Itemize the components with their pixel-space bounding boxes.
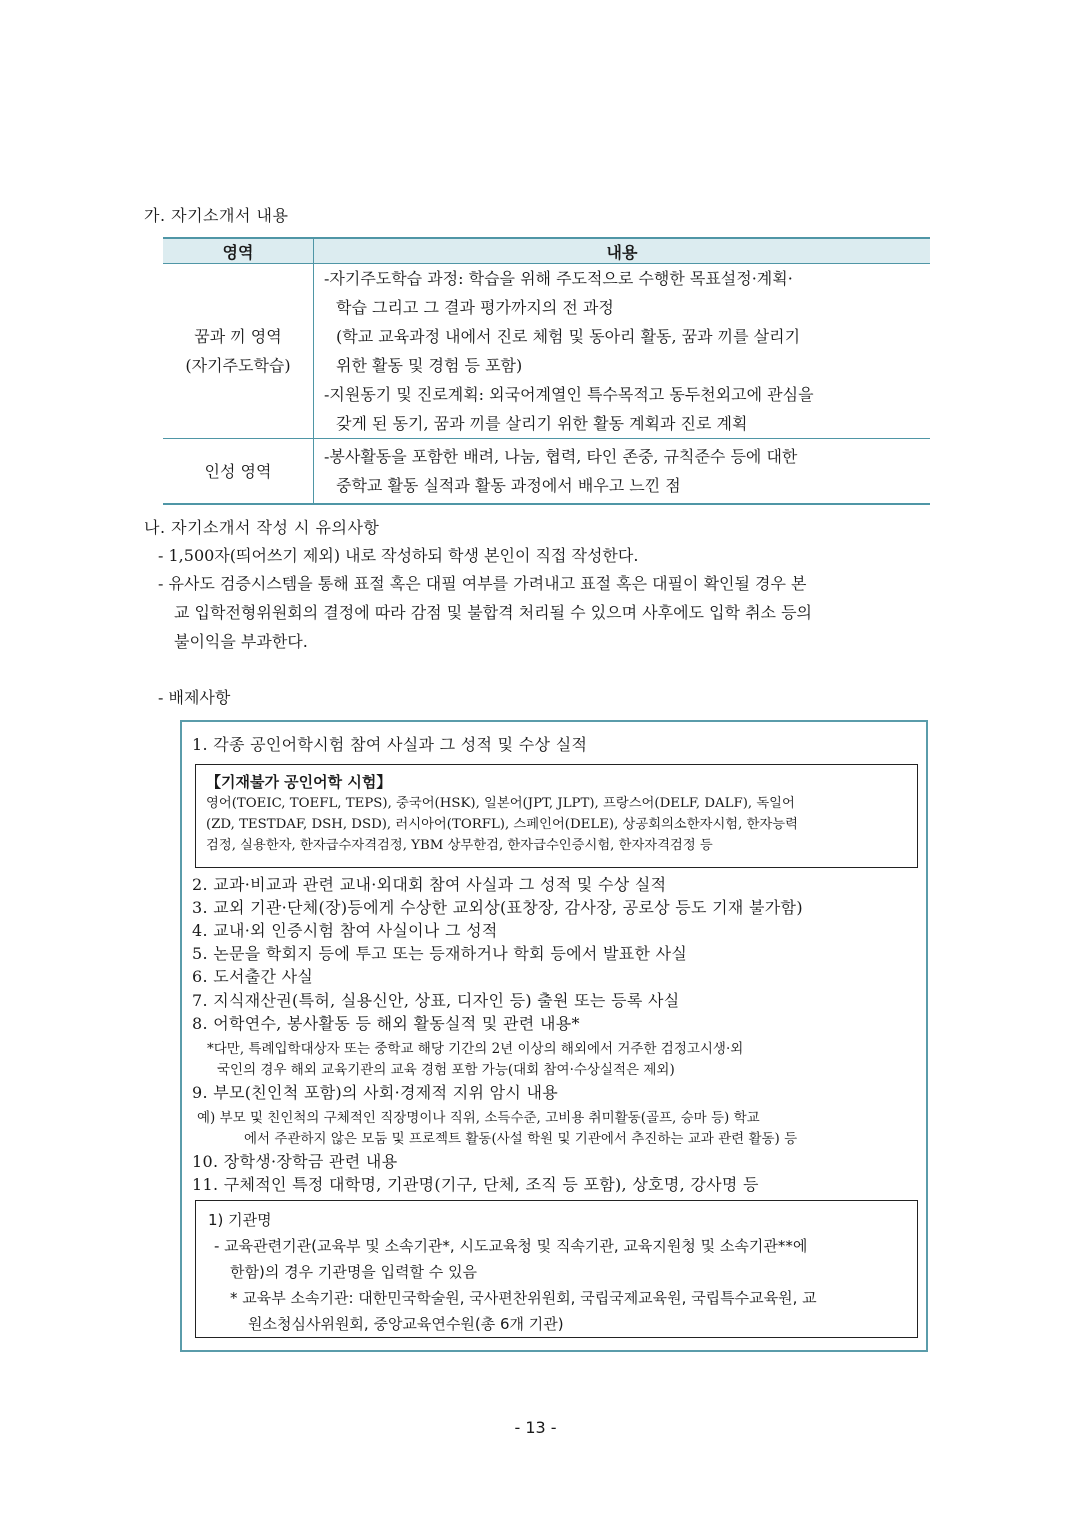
writing-note-2-line: 교 입학전형위원회의 결정에 따라 감점 및 불합격 처리될 수 있으며 사후에도 입학 취소 등의 xyxy=(174,603,812,622)
exclusion-item: 5. 논문을 학회지 등에 투고 또는 등재하거나 학회 등에서 발표한 사실 xyxy=(192,944,688,963)
institution-box-line: * 교육부 소속기관: 대한민국학술원, 국사편찬위원회, 국립국제교육원, 국립특수교육원, 교 xyxy=(230,1289,817,1307)
exclusion-item: 7. 지식재산권(특허, 실용신안, 상표, 디자인 등) 출원 또는 등록 사실 xyxy=(192,991,680,1010)
content-line: -지원동기 및 진로계획: 외국어계열인 특수목적고 동두천외고에 관심을 xyxy=(324,385,814,404)
area-cell xyxy=(163,264,314,439)
exclusion-item: 8. 어학연수, 봉사활동 등 해외 활동실적 및 관련 내용* xyxy=(192,1014,580,1033)
content-line: 중학교 활동 실적과 활동 과정에서 배우고 느낀 점 xyxy=(336,476,681,495)
language-test-line: 검정, 실용한자, 한자급수자격검정, YBM 상무한검, 한자급수인증시험, 한자자격검정 등 xyxy=(206,838,713,853)
exclusion-note: *다만, 특례입학대상자 또는 중학교 해당 기간의 2년 이상의 해외에서 거주한 검정고시생·외 xyxy=(207,1041,744,1057)
exclusion-item: 1. 각종 공인어학시험 참여 사실과 그 성적 및 수상 실적 xyxy=(192,735,588,754)
exclusion-item: 9. 부모(친인척 포함)의 사회·경제적 지위 암시 내용 xyxy=(192,1083,559,1102)
area-sublabel: (자기주도학습) xyxy=(185,356,291,375)
exclusion-item: 10. 장학생·장학금 관련 내용 xyxy=(192,1152,398,1171)
content-line: -봉사활동을 포함한 배려, 나눔, 협력, 타인 존중, 규칙준수 등에 대한 xyxy=(324,447,798,466)
header-area: 영역 xyxy=(163,238,314,264)
writing-note-2-line: - 유사도 검증시스템을 통해 표절 혹은 대필 여부를 가려내고 표절 혹은 대필이 확인될 경우 본 xyxy=(158,574,807,593)
content-cell xyxy=(314,264,931,439)
table-row xyxy=(163,264,930,439)
institution-box-line: - 교육관련기관(교육부 및 소속기관*, 시도교육청 및 직속기관, 교육지원청 및 소속기관**에 xyxy=(214,1237,808,1255)
area-label: 인성 영역 xyxy=(204,461,272,481)
exclusion-item: 6. 도서출간 사실 xyxy=(192,967,314,986)
writing-note-2 xyxy=(158,569,953,656)
content-line: -자기주도학습 과정: 학습을 위해 주도적으로 수행한 목표설정·계획· xyxy=(324,269,793,288)
exclusion-item: 4. 교내·외 인증시험 참여 사실이나 그 성적 xyxy=(192,921,498,940)
institution-box-line: 1) 기관명 xyxy=(208,1211,272,1229)
section-b-title: 나. 자기소개서 작성 시 유의사항 xyxy=(144,518,380,537)
exclusion-item: 3. 교외 기관·단체(장)등에게 수상한 교외상(표창장, 감사장, 공로상 등도 기재 불가함) xyxy=(192,898,803,917)
content-line: 학습 그리고 그 결과 평가까지의 전 과정 xyxy=(336,298,614,317)
content-line: 갖게 된 동기, 꿈과 끼를 살리기 위한 활동 계획과 진로 계획 xyxy=(336,414,748,433)
header-content: 내용 xyxy=(314,238,931,264)
exclusions-title: - 배제사항 xyxy=(158,688,231,707)
language-test-header: 【기재불가 공인어학 시험】 xyxy=(206,773,392,791)
exclusion-note: 국인의 경우 해외 교육기관의 교육 경험 포함 가능(대회 참여·수상실적은 제외) xyxy=(217,1062,675,1078)
table-header-row xyxy=(163,238,930,264)
area-cell xyxy=(163,439,314,505)
writing-note-2-line: 불이익을 부과한다. xyxy=(174,632,308,651)
institution-box-line: 원소청심사위원회, 중앙교육연수원(총 6개 기관) xyxy=(248,1315,564,1333)
self-intro-content-table xyxy=(163,237,930,505)
institution-name-box xyxy=(195,1200,918,1338)
content-cell xyxy=(314,439,931,505)
exclusion-note: 에서 주관하지 않은 모둠 및 프로젝트 활동(사설 학원 및 기관에서 추진하는 교과 관련 활동) 등 xyxy=(244,1131,798,1147)
section-a-title: 가. 자기소개서 내용 xyxy=(144,206,289,225)
language-test-line: (ZD, TESTDAF, DSH, DSD), 러시아어(TORFL), 스페인어(DELE), 상공회의소한자시험, 한자능력 xyxy=(206,817,798,832)
exclusions-box xyxy=(180,720,928,1352)
exclusion-note: 예) 부모 및 친인척의 구체적인 직장명이나 직위, 소득수준, 고비용 취미활동(골프, 승마 등) 학교 xyxy=(197,1110,760,1126)
content-line: (학교 교육과정 내에서 진로 체험 및 동아리 활동, 꿈과 끼를 살리기 xyxy=(336,327,801,346)
institution-box-line: 한함)의 경우 기관명을 입력할 수 있음 xyxy=(230,1263,478,1281)
content-line: 위한 활동 및 경험 등 포함) xyxy=(336,356,523,375)
page-number: - 13 - xyxy=(514,1418,557,1437)
area-label: 꿈과 끼 영역 xyxy=(194,327,282,346)
exclusion-item: 11. 구체적인 특정 대학명, 기관명(기구, 단체, 조직 등 포함), 상호명, 강사명 등 xyxy=(192,1175,759,1194)
exclusion-item: 2. 교과·비교과 관련 교내·외대회 참여 사실과 그 성적 및 수상 실적 xyxy=(192,875,667,894)
writing-note-1: - 1,500자(띄어쓰기 제외) 내로 작성하되 학생 본인이 직접 작성한다. xyxy=(158,546,639,565)
language-test-box xyxy=(195,764,918,868)
table-row xyxy=(163,439,930,505)
language-test-line: 영어(TOEIC, TOEFL, TEPS), 중국어(HSK), 일본어(JPT, JLPT), 프랑스어(DELF, DALF), 독일어 xyxy=(206,796,795,811)
